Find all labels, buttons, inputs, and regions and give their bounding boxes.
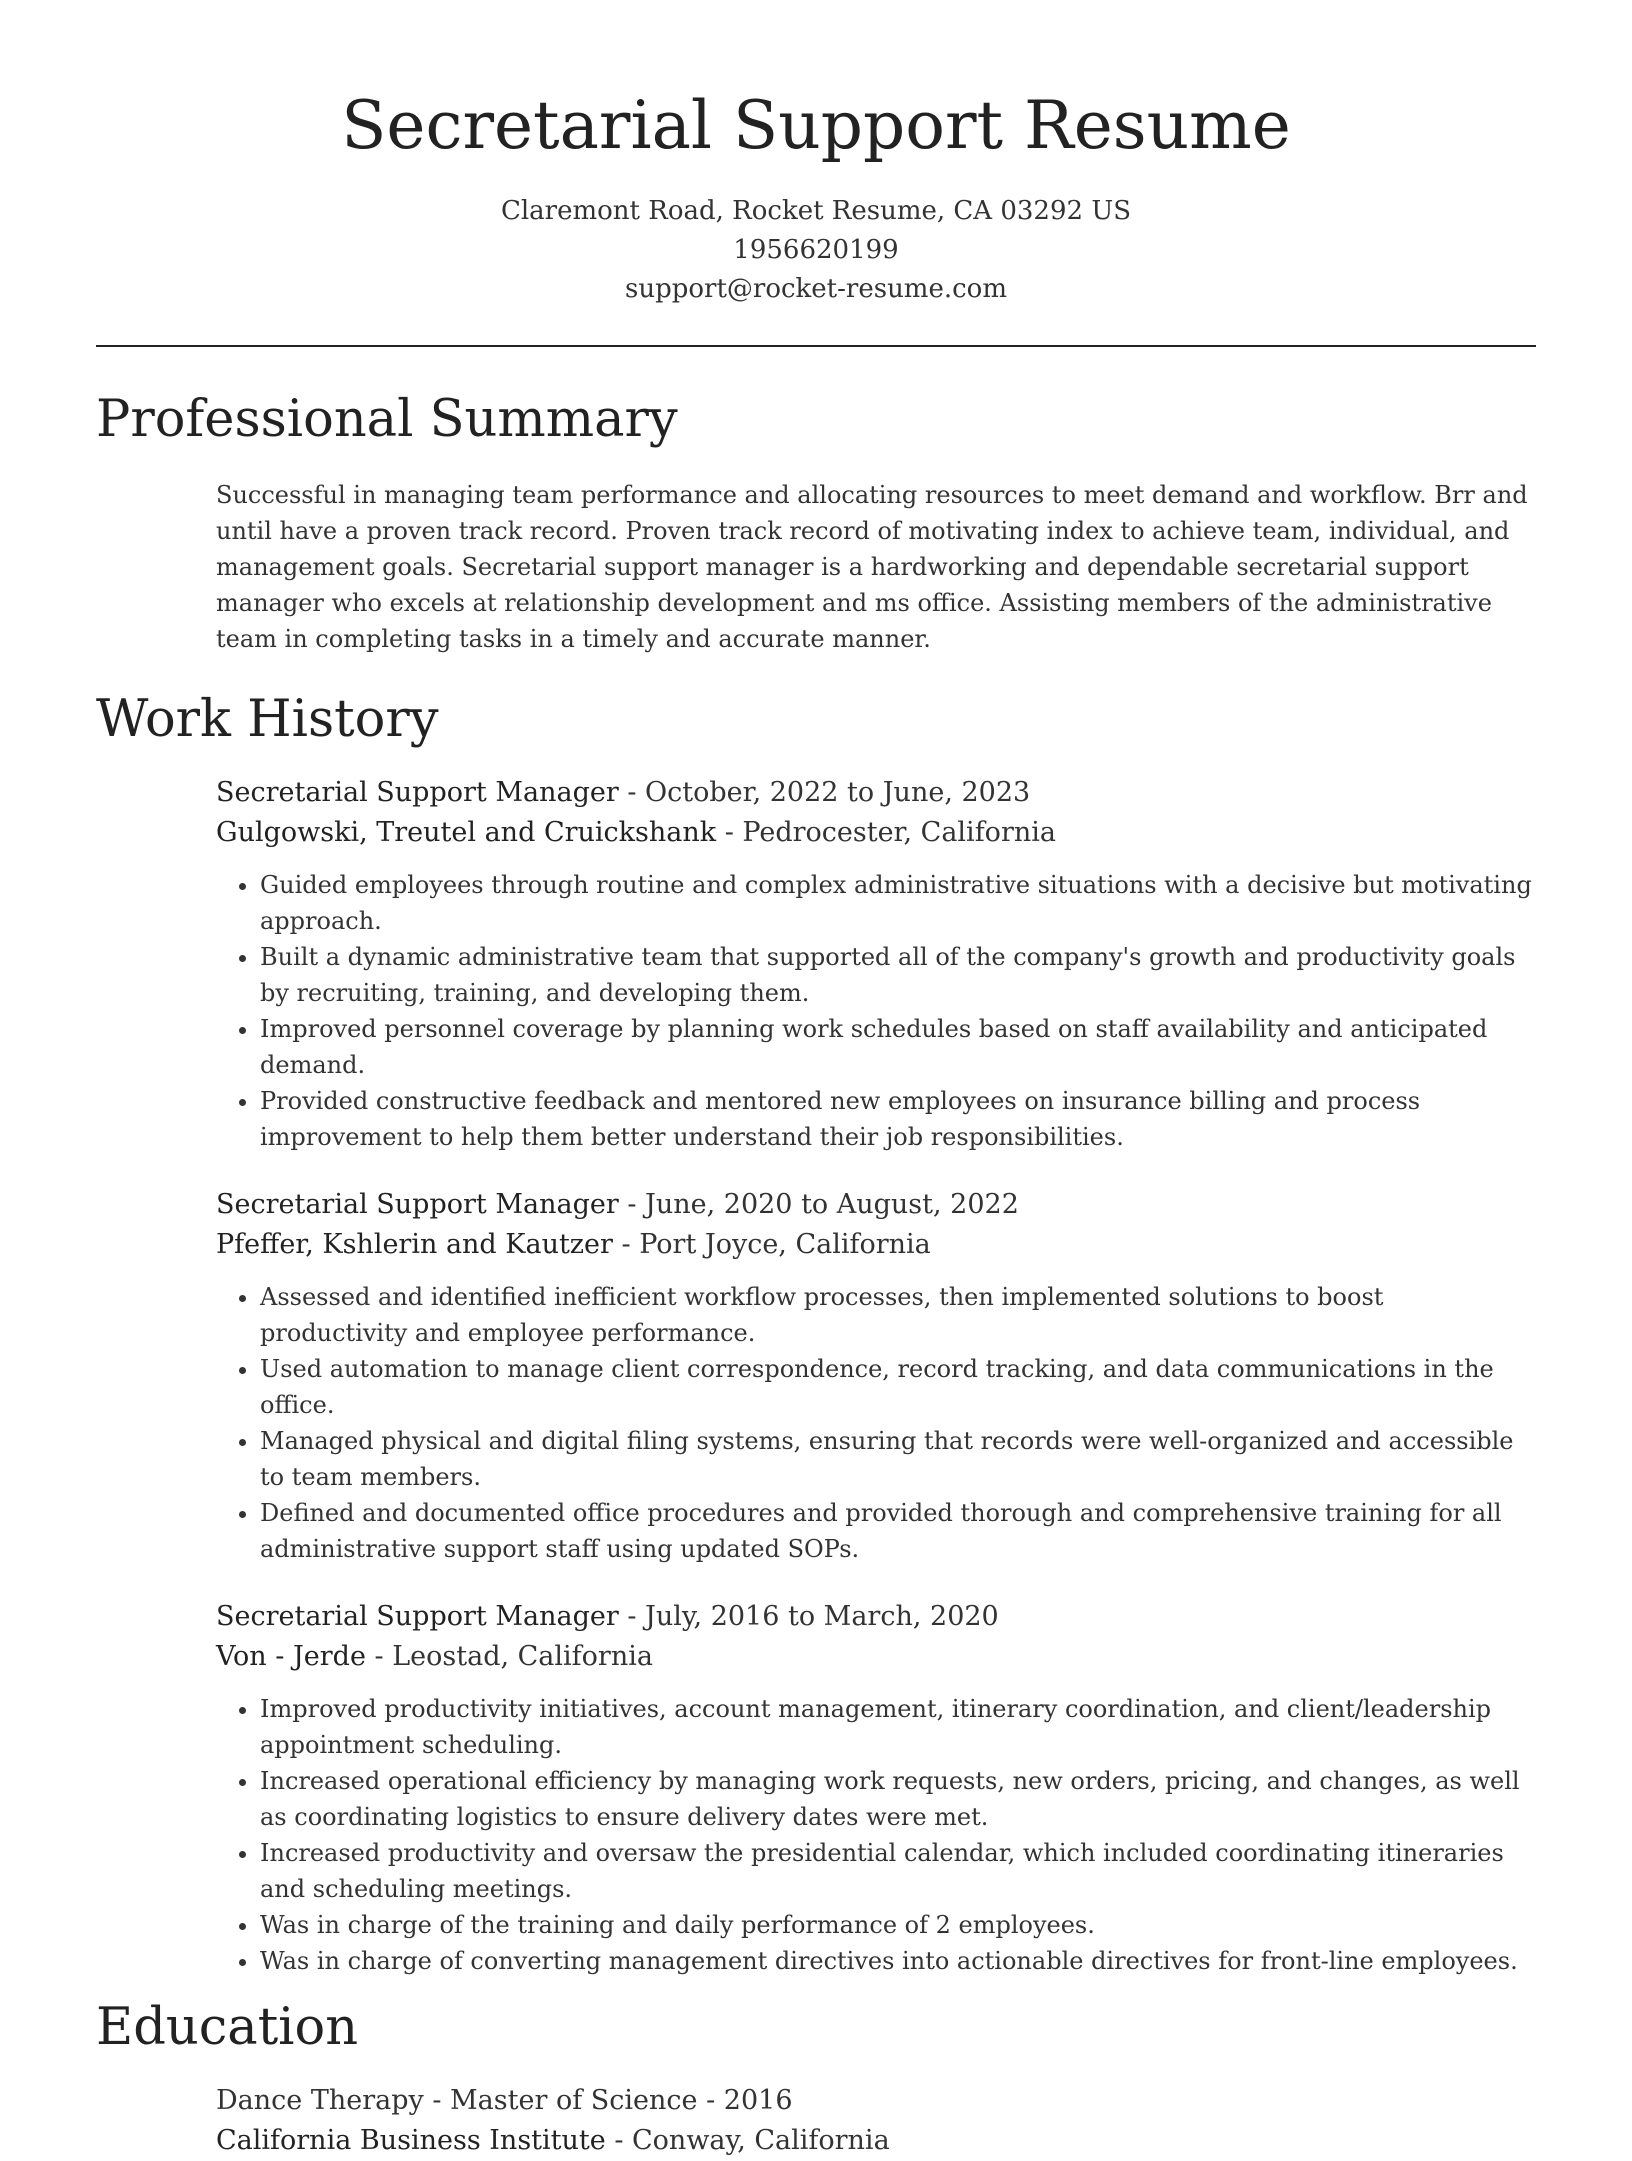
job-company-line: [216, 1225, 1536, 1265]
resume-header: [96, 0, 1536, 309]
job-bullet: • Improved productivity initiatives, account management, itinerary coordination, and client/leadership appointment scheduling.: [260, 1691, 1536, 1763]
job-bullet: • Guided employees through routine and complex administrative situations with a decisive but motivating approach.: [260, 867, 1536, 939]
resume-page: [96, 0, 1536, 2161]
header-divider: [96, 345, 1536, 347]
work-history-heading: Work History: [96, 690, 439, 749]
contact-info: [96, 192, 1536, 309]
contact-email: support@rocket-resume.com: [624, 274, 1007, 304]
education-degree: Dance Therapy - Master of Science - 2016: [216, 2085, 793, 2116]
job-company: Von - Jerde: [216, 1641, 366, 1672]
job-bullet: • Assessed and identified inefficient workflow processes, then implemented solutions to boost productivity and employee performance.: [260, 1279, 1536, 1351]
job-bullets: [216, 1279, 1536, 1567]
job-company: Pfeffer, Kshlerin and Kautzer: [216, 1229, 613, 1260]
job-company: Gulgowski, Treutel and Cruickshank: [216, 817, 717, 848]
job-title: Secretarial Support Manager: [216, 777, 619, 808]
contact-address: Claremont Road, Rocket Resume, CA 03292 US: [500, 196, 1132, 226]
education-location: - Conway, California: [605, 2125, 890, 2156]
job-company-line: [216, 813, 1536, 853]
job-title-line: [216, 773, 1536, 813]
job-dates: - July, 2016 to March, 2020: [618, 1601, 999, 1632]
job-bullet: • Increased operational efficiency by managing work requests, new orders, pricing, and changes, as well as coordinating logistics to ensure delivery dates were met.: [260, 1763, 1536, 1835]
job-entry: [216, 773, 1536, 1155]
education-school: California Business Institute: [216, 2125, 606, 2156]
job-entry: [216, 1597, 1536, 1979]
education-entry: [216, 2081, 1536, 2161]
work-history-section: [96, 685, 1536, 1979]
education-section: [96, 1993, 1536, 2161]
job-bullet: • Provided constructive feedback and mentored new employees on insurance billing and process improvement to help them better understand their job responsibilities.: [260, 1083, 1536, 1155]
job-bullet: • Was in charge of converting management directives into actionable directives for front-line employees.: [260, 1943, 1536, 1979]
job-bullets: [216, 867, 1536, 1155]
job-bullet: • Was in charge of the training and daily performance of 2 employees.: [260, 1907, 1536, 1943]
contact-phone: 1956620199: [733, 235, 899, 265]
education-school-line: [216, 2121, 1536, 2161]
job-title: Secretarial Support Manager: [216, 1189, 619, 1220]
job-title-line: [216, 1185, 1536, 1225]
resume-title: Secretarial Support Resume: [341, 87, 1291, 164]
job-location: - Port Joyce, California: [612, 1229, 931, 1260]
summary-heading: Professional Summary: [96, 390, 678, 449]
job-bullet: • Used automation to manage client correspondence, record tracking, and data communications in the office.: [260, 1351, 1536, 1423]
summary-text: Successful in managing team performance and allocating resources to meet demand and workflow. Brr and until have a proven track record. Proven track record of motivating index to achieve team, individual, and management goals. Secretarial support manager is a hardworking and dependable secretarial support manager who excels at relationship development and ms office. Assisting members of the administrative team in completing tasks in a timely and accurate manner.: [216, 481, 1528, 653]
job-bullet: • Increased productivity and oversaw the presidential calendar, which included coordinating itineraries and scheduling meetings.: [260, 1835, 1536, 1907]
job-bullets: [216, 1691, 1536, 1979]
summary-section: [96, 385, 1536, 657]
job-bullet: • Managed physical and digital filing systems, ensuring that records were well-organized and accessible to team members.: [260, 1423, 1536, 1495]
job-title: Secretarial Support Manager: [216, 1601, 619, 1632]
job-bullet: • Improved personnel coverage by planning work schedules based on staff availability and anticipated demand.: [260, 1011, 1536, 1083]
job-bullet: • Defined and documented office procedures and provided thorough and comprehensive training for all administrative support staff using updated SOPs.: [260, 1495, 1536, 1567]
job-dates: - June, 2020 to August, 2022: [618, 1189, 1019, 1220]
job-company-line: [216, 1637, 1536, 1677]
job-entry: [216, 1185, 1536, 1567]
job-location: - Leostad, California: [365, 1641, 653, 1672]
job-bullet: • Built a dynamic administrative team that supported all of the company's growth and productivity goals by recruiting, training, and developing them.: [260, 939, 1536, 1011]
education-heading: Education: [96, 1998, 359, 2057]
job-location: - Pedrocester, California: [716, 817, 1056, 848]
job-dates: - October, 2022 to June, 2023: [618, 777, 1031, 808]
job-title-line: [216, 1597, 1536, 1637]
